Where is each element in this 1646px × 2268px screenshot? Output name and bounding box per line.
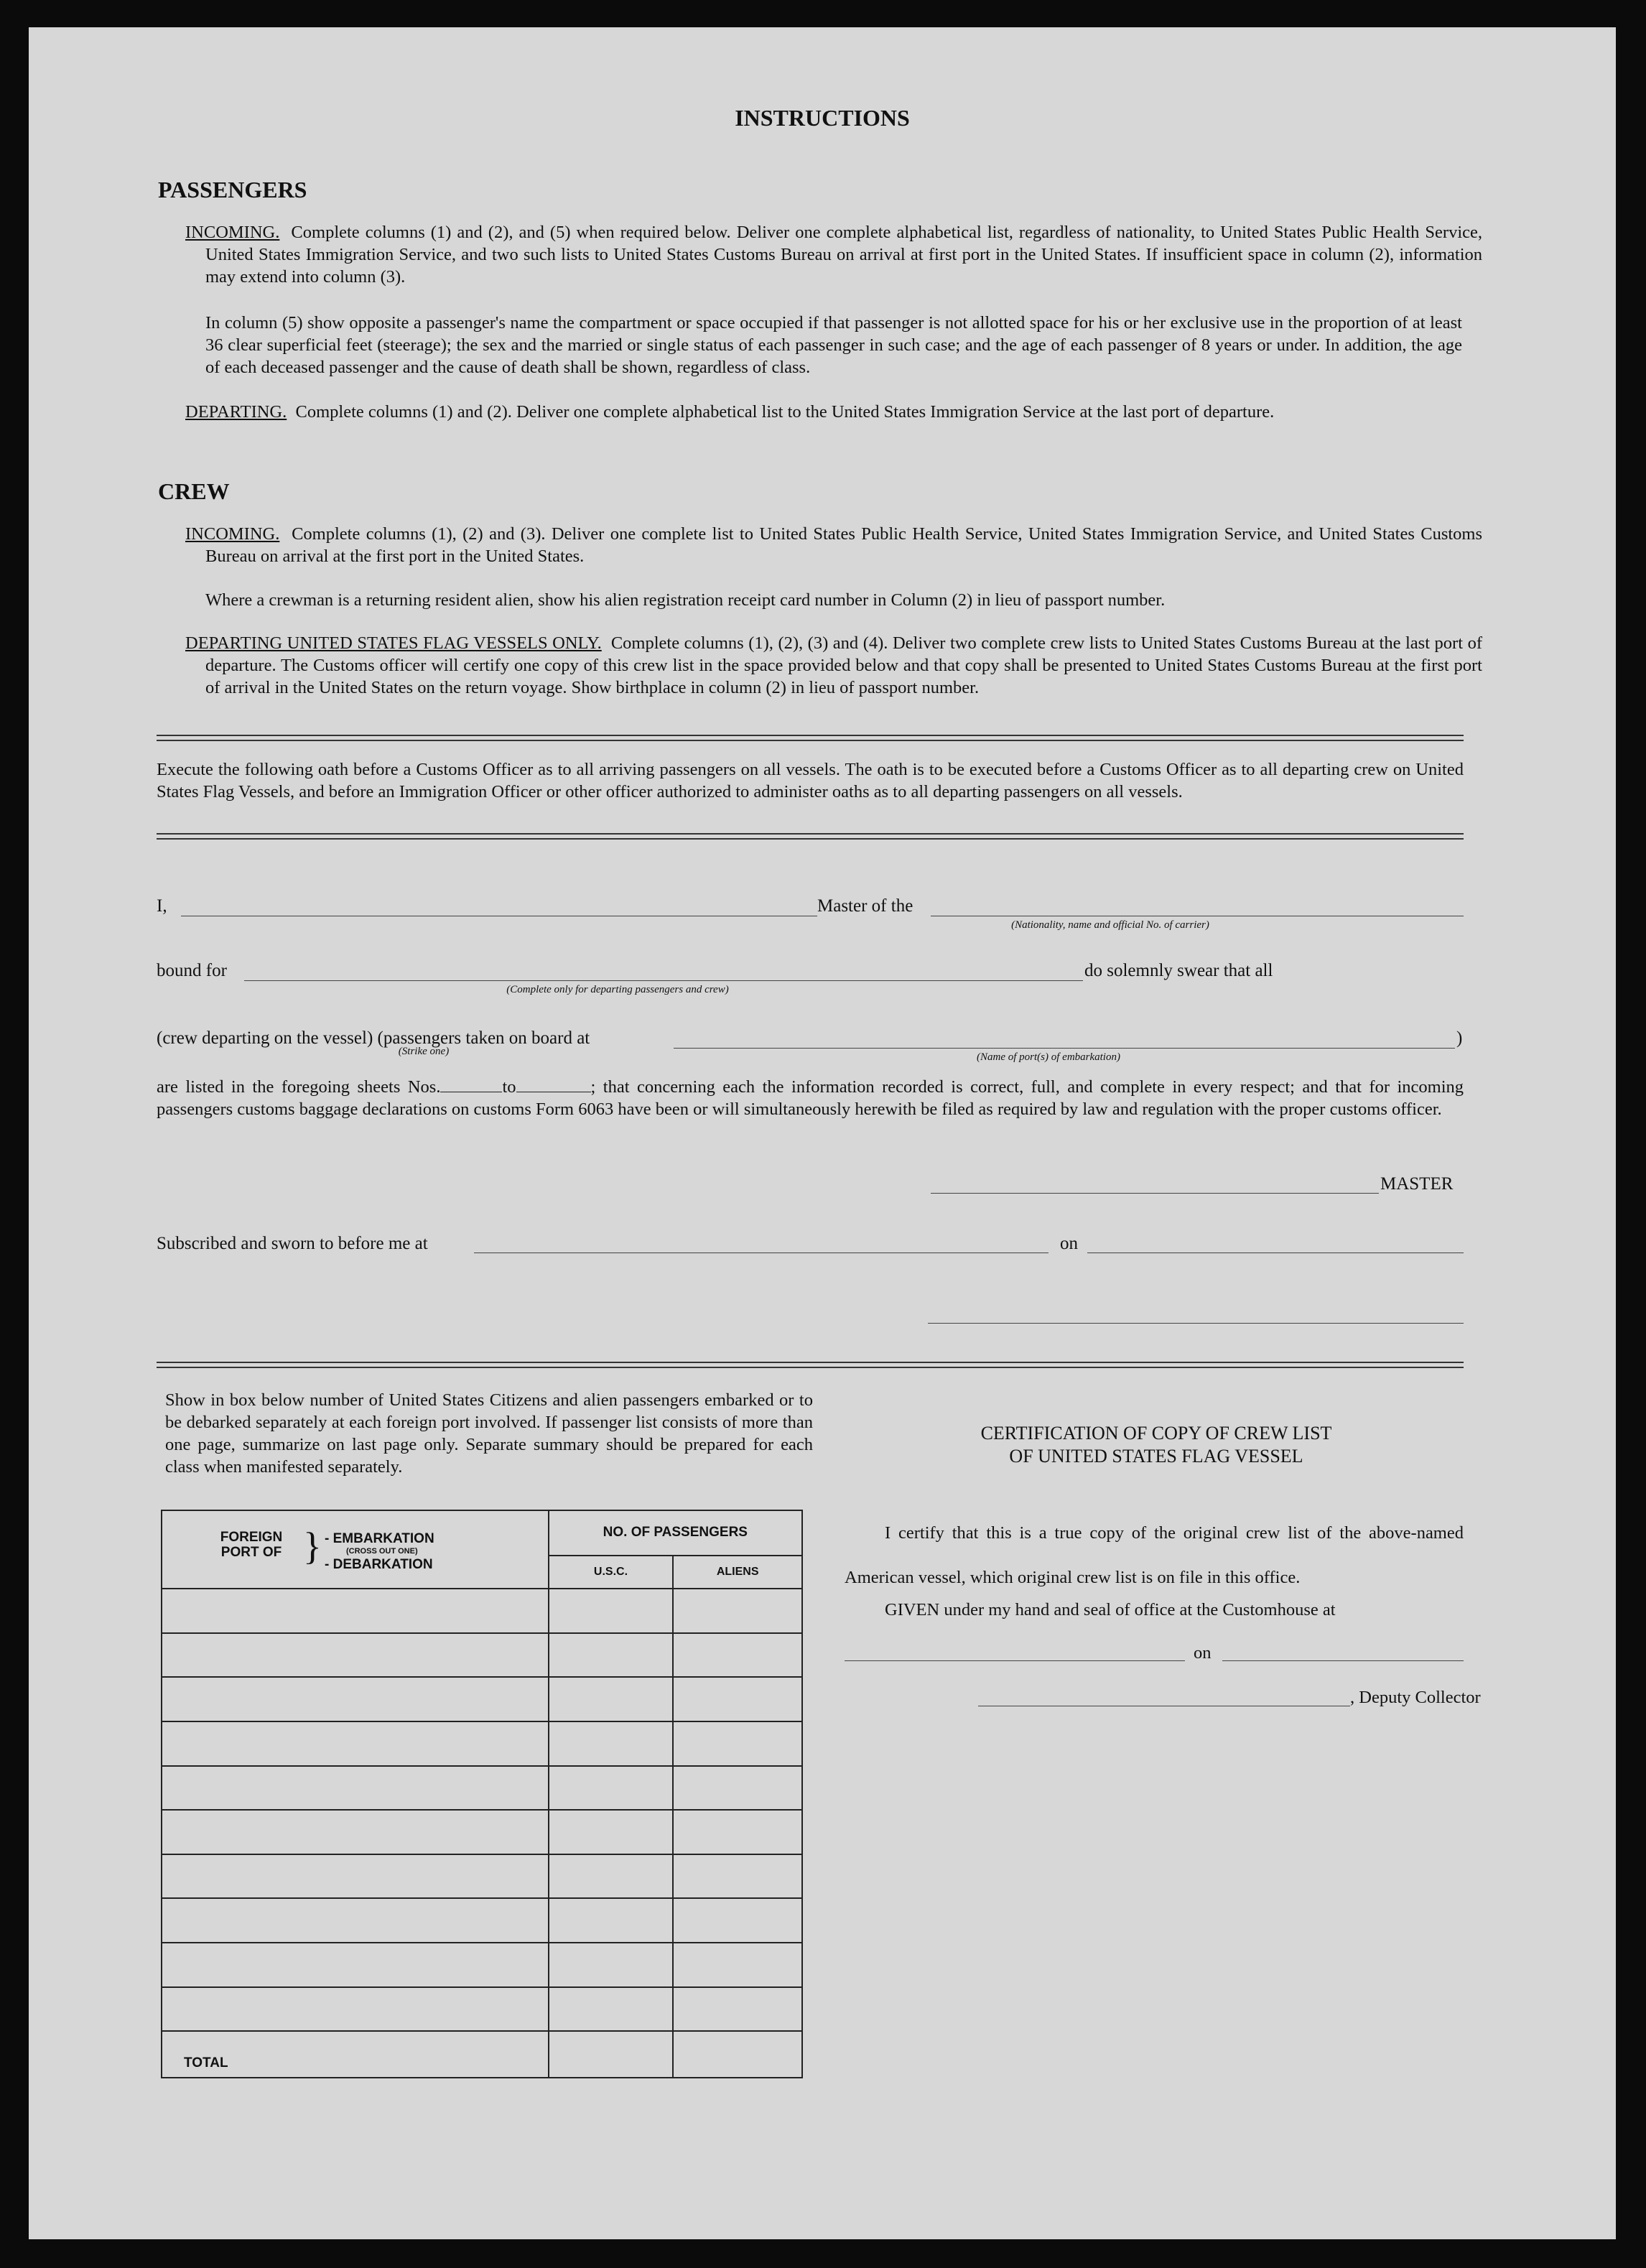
listed-prefix: are listed in the foregoing sheets Nos. <box>157 1077 441 1097</box>
table-row <box>162 1854 802 1899</box>
aliens-header: ALIENS <box>673 1556 802 1589</box>
form-page <box>29 27 1616 2239</box>
passengers-departing-text: Complete columns (1) and (2). Deliver one complete alphabetical list to the United States Immigration Service at the last port of departure. <box>295 402 1275 422</box>
aliens-cell[interactable] <box>673 1810 802 1854</box>
passengers-incoming-lead: INCOMING. <box>185 223 280 242</box>
aliens-total-cell[interactable] <box>673 2031 802 2078</box>
aliens-cell[interactable] <box>673 1677 802 1721</box>
usc-cell[interactable] <box>549 1943 674 1987</box>
foreign-port-header: FOREIGN PORT OF <box>220 1529 283 1560</box>
certification-title-line1: CERTIFICATION OF COPY OF CREW LIST <box>980 1423 1332 1444</box>
brace-icon: } <box>303 1524 322 1568</box>
oath-i-label: I, <box>157 896 167 916</box>
usc-cell[interactable] <box>549 1854 674 1899</box>
certification-title <box>869 1422 1443 1468</box>
table-row <box>162 1943 802 1987</box>
summary-instructions: Show in box below number of United States Citizens and alien passengers embarked or to be debarked separately at each foreign port involved. If passenger list consists of more than one page, summarize on last page only. Separate summary should be prepared for each class when manifested separately. <box>165 1390 813 1477</box>
passengers-heading: PASSENGERS <box>158 177 307 203</box>
master-signature-field[interactable] <box>931 1193 1379 1194</box>
port-cell[interactable] <box>162 1987 549 2032</box>
port-cell[interactable] <box>162 1810 549 1854</box>
port-cell[interactable] <box>162 1854 549 1899</box>
passengers-departing-paragraph <box>185 401 1482 423</box>
passengers-column5-paragraph: In column (5) show opposite a passenger's name the compartment or space occupied if that passenger is not allotted space for his or her exclusive use in the proportion of at least 36 clear superficial feet (steerage); the sex and the married or single status of each passenger in such case; and the age of each passenger of 8 years or under. In addition, the age of each deceased passenger and the cause of death shall be shown, regardless of class. <box>205 313 1462 377</box>
subscribed-label: Subscribed and sworn to before me at <box>157 1234 428 1253</box>
aliens-cell[interactable] <box>673 1721 802 1766</box>
port-cell[interactable] <box>162 1943 549 1987</box>
table-row <box>162 1677 802 1721</box>
aliens-cell[interactable] <box>673 1766 802 1811</box>
passengers-incoming-paragraph <box>185 221 1482 288</box>
port-cell[interactable] <box>162 1589 549 1633</box>
aliens-cell[interactable] <box>673 1633 802 1678</box>
officer-signature-field[interactable] <box>928 1323 1464 1324</box>
total-label-cell <box>162 2031 549 2078</box>
usc-cell[interactable] <box>549 1721 674 1766</box>
sworn-place-field[interactable] <box>474 1252 1048 1253</box>
table-row <box>162 1633 802 1678</box>
bound-for-field[interactable] <box>244 980 1083 981</box>
passengers-incoming-text: Complete columns (1) and (2), and (5) when required below. Deliver one complete alphabetical list, regardless of nationality, to United States Public Health Service, United States Immigration Service, and two such lists to United States Customs Bureau on arrival at first port in the United States. If insufficient space in column (2), information may extend into column (3). <box>205 223 1483 287</box>
strike-one-caption: (Strike one) <box>398 1046 450 1057</box>
table-row <box>162 1810 802 1854</box>
usc-cell[interactable] <box>549 1589 674 1633</box>
embarkation-header: - EMBARKATION <box>325 1530 434 1546</box>
table-row <box>162 1987 802 2032</box>
listed-paragraph <box>157 1076 1464 1120</box>
crew-incoming-paragraph <box>185 523 1482 567</box>
master-label: MASTER <box>1380 1174 1454 1194</box>
aliens-cell[interactable] <box>673 1943 802 1987</box>
aliens-cell[interactable] <box>673 1987 802 2032</box>
total-label: TOTAL <box>184 2055 228 2071</box>
port-cell[interactable] <box>162 1721 549 1766</box>
usc-cell[interactable] <box>549 1766 674 1811</box>
port-cell[interactable] <box>162 1633 549 1678</box>
aliens-cell[interactable] <box>673 1589 802 1633</box>
passenger-summary-table <box>161 1510 803 2078</box>
debarkation-header: - DEBARKATION <box>325 1556 433 1572</box>
crew-incoming-text: Complete columns (1), (2) and (3). Deliver one complete list to United States Public Health Service, United States Immigration Service, and United States Customs Bureau on arrival at the first port in the United States. <box>205 524 1483 566</box>
deputy-collector-label: , Deputy Collector <box>1350 1688 1481 1707</box>
listed-to: to <box>502 1077 516 1097</box>
embarkation-port-field[interactable] <box>674 1048 1455 1049</box>
customhouse-field[interactable] <box>845 1660 1185 1661</box>
usc-total-cell[interactable] <box>549 2031 674 2078</box>
certification-date-field[interactable] <box>1222 1660 1464 1661</box>
certify-paragraph: I certify that this is a true copy of the original crew list of the above-named American vessel, which original crew list is on file in this office. <box>845 1523 1464 1587</box>
table-row <box>162 1589 802 1633</box>
section-divider <box>157 735 1464 741</box>
crew-departing-text: Complete columns (1), (2), (3) and (4). Deliver two complete crew lists to United States Customs Bureau at the last port of departure. The Customs officer will certify one copy of this crew list in the space provided below and that copy shall be presented to United States Customs Bureau at the first port of arrival in the United States on the return voyage. Show birthplace in column (2) in lieu of passport number. <box>205 633 1482 697</box>
port-cell[interactable] <box>162 1898 549 1943</box>
section-divider <box>157 1362 1464 1368</box>
port-cell[interactable] <box>162 1677 549 1721</box>
aliens-cell[interactable] <box>673 1854 802 1899</box>
section-divider <box>157 833 1464 840</box>
bound-for-caption: (Complete only for departing passengers and crew) <box>506 984 729 995</box>
swear-label: do solemnly swear that all <box>1084 961 1273 980</box>
usc-cell[interactable] <box>549 1633 674 1678</box>
port-cell[interactable] <box>162 1766 549 1811</box>
sworn-date-field[interactable] <box>1087 1252 1464 1253</box>
crew-passengers-label: (crew departing on the vessel) (passengers taken on board at <box>157 1028 590 1048</box>
crew-heading: CREW <box>158 478 230 504</box>
total-row <box>162 2031 802 2078</box>
oath-intro: Execute the following oath before a Customs Officer as to all arriving passengers on all vessels. The oath is to be executed before a Customs Officer as to all departing crew on United States Flag Vessels, and before an Immigration Officer or other officer authorized to administer oaths as to all departing passengers on all vessels. <box>157 760 1464 801</box>
no-passengers-header: NO. OF PASSENGERS <box>549 1510 802 1556</box>
bound-for-label: bound for <box>157 961 227 980</box>
passengers-departing-lead: DEPARTING. <box>185 402 287 422</box>
sworn-on-label: on <box>1060 1234 1078 1253</box>
usc-cell[interactable] <box>549 1898 674 1943</box>
certification-on-label: on <box>1194 1643 1212 1663</box>
listed-rest: ; that concerning each the information recorded is correct, full, and complete in every respect; and that for incoming passengers customs baggage declarations on customs Form 6063 have been or will simultaneously herewith be filed as required by law and regulation with the proper customs officer. <box>157 1077 1464 1119</box>
close-paren: ) <box>1456 1028 1463 1048</box>
crew-departing-lead: DEPARTING UNITED STATES FLAG VESSELS ONLY. <box>185 633 602 653</box>
crew-departing-paragraph <box>185 632 1482 699</box>
usc-header: U.S.C. <box>549 1556 674 1589</box>
usc-cell[interactable] <box>549 1810 674 1854</box>
crew-resident-paragraph: Where a crewman is a returning resident alien, show his alien registration receipt card number in Column (2) in lieu of passport number. <box>205 590 1166 610</box>
table-row <box>162 1721 802 1766</box>
master-of-label: Master of the <box>817 896 913 916</box>
usc-cell[interactable] <box>549 1987 674 2032</box>
aliens-cell[interactable] <box>673 1898 802 1943</box>
ports-caption: (Name of port(s) of embarkation) <box>977 1051 1120 1063</box>
table-row <box>162 1766 802 1811</box>
port-header-cell <box>162 1510 549 1589</box>
given-text: GIVEN under my hand and seal of office at the Customhouse at <box>885 1600 1336 1619</box>
table-row <box>162 1898 802 1943</box>
cross-out-note: (CROSS OUT ONE) <box>346 1546 418 1556</box>
carrier-caption: (Nationality, name and official No. of carrier) <box>1011 919 1209 931</box>
certification-title-line2: OF UNITED STATES FLAG VESSEL <box>1009 1446 1303 1467</box>
crew-incoming-lead: INCOMING. <box>185 524 280 544</box>
usc-cell[interactable] <box>549 1677 674 1721</box>
page-title: INSTRUCTIONS <box>735 105 910 131</box>
